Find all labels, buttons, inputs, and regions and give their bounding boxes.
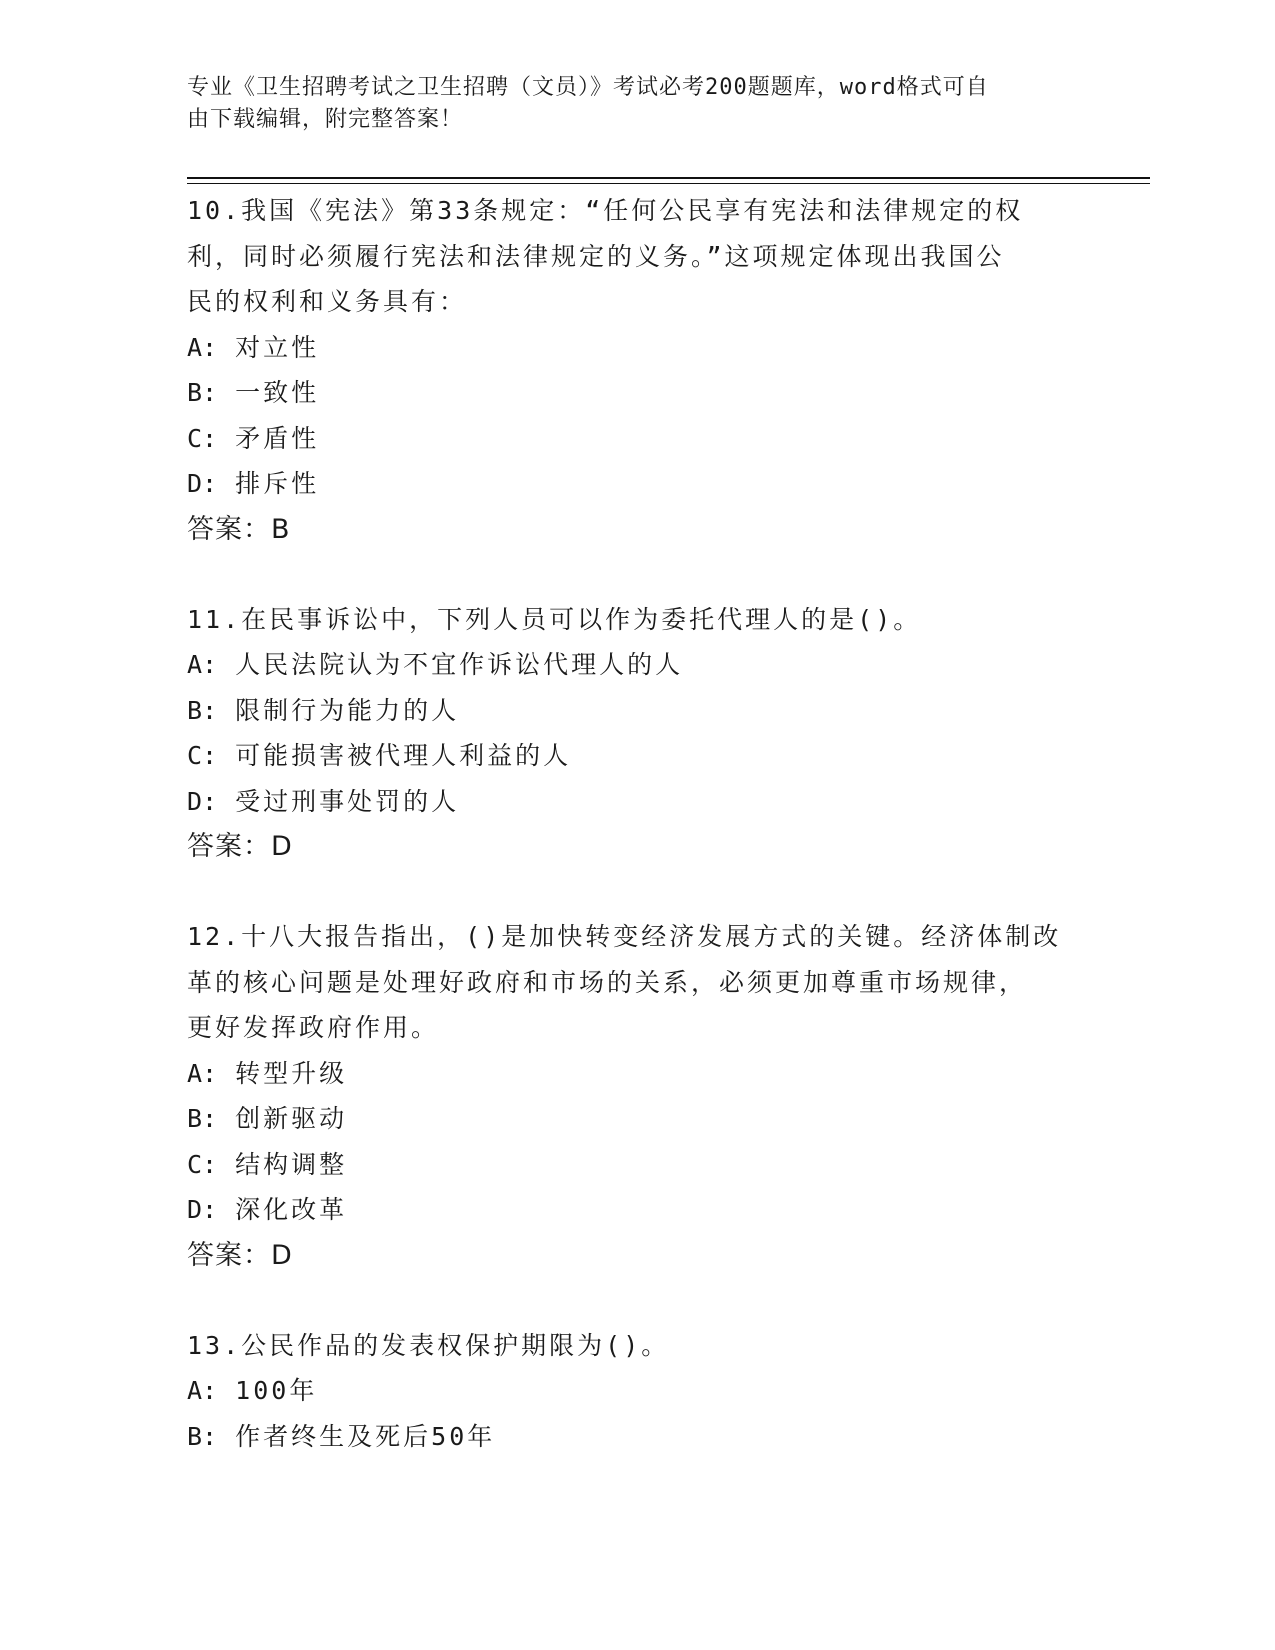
question-list [187,188,1087,1503]
option-a [187,1051,1087,1097]
option-label: B: [187,378,218,407]
header-line-1: 专业《卫生招聘考试之卫生招聘（文员）》考试必考200题题库，word格式可自 [187,75,989,100]
option-a [187,1368,1087,1414]
option-label: C: [187,423,218,453]
option-text: 深化改革 [235,1195,348,1224]
option-text: 可能损害被代理人利益的人 [235,741,572,770]
header-line-2: 由下载编辑，附完整答案！ [187,107,464,132]
option-text: 受过刑事处罚的人 [235,786,460,816]
option-label: A: [187,650,218,679]
option-b [187,1414,1087,1460]
question-stem-line: 更好发挥政府作用。 [187,1013,440,1042]
option-text: 转型升级 [235,1058,348,1088]
option-text: 创新驱动 [235,1104,348,1133]
question-13 [187,1323,1087,1460]
answer-line: 答案：D [187,831,293,862]
option-text: 限制行为能力的人 [235,695,460,725]
question-stem-line: 利，同时必须履行宪法和法律规定的义务。”这项规定体现出我国公 [187,241,1005,271]
option-label: B: [187,1421,218,1451]
option-label: C: [187,741,218,770]
option-label: A: [187,332,218,362]
question-11 [187,597,1087,871]
question-stem-line: 10.我国《宪法》第33条规定：“任何公民享有宪法和法律规定的权 [187,196,1024,225]
option-text: 结构调整 [235,1149,348,1179]
question-stem-line: 13.公民作品的发表权保护期限为()。 [187,1330,670,1360]
option-c [187,1142,1087,1188]
option-c [187,416,1087,462]
option-b [187,370,1087,416]
option-a [187,642,1087,688]
option-text: 一致性 [235,378,320,407]
option-label: C: [187,1149,218,1179]
question-stem-line: 革的核心问题是处理好政府和市场的关系，必须更加尊重市场规律， [187,967,1028,997]
option-text: 人民法院认为不宜作诉讼代理人的人 [235,650,684,679]
question-stem-line: 11.在民事诉讼中，下列人员可以作为委托代理人的是()。 [187,604,922,634]
option-a [187,325,1087,371]
question-12 [187,914,1087,1279]
option-d [187,1187,1087,1233]
option-label: D: [187,1195,218,1224]
question-stem-line: 12.十八大报告指出，()是加快转变经济发展方式的关键。经济体制改 [187,922,1062,951]
question-stem-line: 民的权利和义务具有： [187,287,468,316]
option-label: A: [187,1376,218,1405]
option-text: 矛盾性 [235,423,320,453]
option-label: D: [187,786,218,816]
option-text: 对立性 [235,332,320,362]
option-b [187,688,1087,734]
option-label: B: [187,695,218,725]
option-text: 排斥性 [235,469,320,498]
question-10 [187,188,1087,553]
option-b [187,1096,1087,1142]
header-divider-thick [187,177,1150,179]
answer-line: 答案：D [187,1239,293,1271]
header-divider-thin [187,183,1150,184]
document-header [187,72,1067,136]
option-d [187,779,1087,825]
option-c [187,733,1087,779]
answer-line: 答案：B [187,513,291,545]
option-label: B: [187,1104,218,1133]
option-label: D: [187,469,218,498]
option-label: A: [187,1058,218,1088]
option-text: 作者终生及死后50年 [235,1421,496,1451]
option-d [187,461,1087,507]
option-text: 100年 [235,1376,318,1405]
